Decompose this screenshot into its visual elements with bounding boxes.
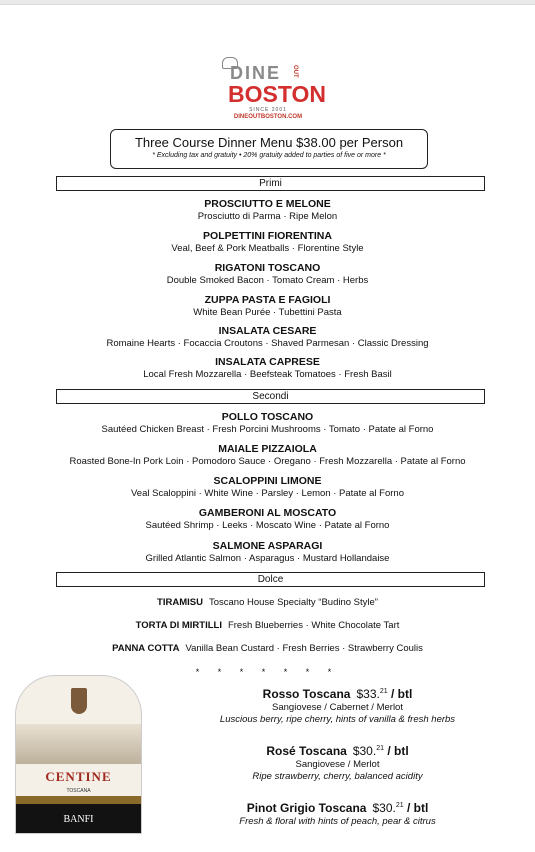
- item-desc: Sautéed Shrimp · Leeks · Moscato Wine · Patate al Forno: [145, 520, 390, 531]
- top-bar: [0, 0, 535, 5]
- wine-price: $30.21 / btl: [372, 801, 429, 815]
- item-desc: Toscano House Specialty “Budino Style”: [208, 597, 378, 608]
- menu-item: [0, 198, 535, 222]
- logo-dine: DINE: [230, 63, 282, 83]
- label-producer: BANFI: [16, 804, 141, 833]
- item-name: GAMBERONI AL MOSCATO: [198, 507, 337, 519]
- menu-item: [0, 356, 535, 380]
- logo-since: SINCE 2001: [249, 107, 287, 113]
- item-name: PANNA COTTA: [112, 643, 180, 654]
- label-band: [16, 796, 141, 804]
- wine-item: [140, 744, 535, 782]
- crest-icon: [71, 688, 87, 714]
- item-name: INSALATA CESARE: [218, 325, 317, 337]
- wine-notes: Fresh & floral with hints of peach, pear & citrus: [239, 816, 436, 827]
- item-desc: Fresh Blueberries · White Chocolate Tart: [227, 620, 400, 631]
- item-desc: Double Smoked Bacon · Tomato Cream · Herbs: [166, 275, 369, 286]
- wine-name: Rosé Toscana: [266, 744, 347, 758]
- wine-grape: Sangiovese / Cabernet / Merlot: [272, 702, 403, 713]
- wine-price: $30.21 / btl: [352, 744, 409, 758]
- menu-item: [0, 262, 535, 286]
- dessert-item: [0, 643, 535, 654]
- item-name: ZUPPA PASTA E FAGIOLI: [204, 294, 331, 306]
- wine-price: $33.21 / btl: [356, 687, 413, 701]
- logo-out: OUT: [292, 65, 298, 78]
- section-heading-primi: Primi: [56, 176, 485, 191]
- item-desc: White Bean Purée · Tubettini Pasta: [193, 307, 342, 318]
- dine-out-boston-logo: [220, 55, 326, 125]
- menu-item: [0, 411, 535, 435]
- wine-name: Pinot Grigio Toscana: [246, 801, 367, 815]
- menu-item: [0, 475, 535, 499]
- item-name: INSALATA CAPRESE: [215, 356, 320, 368]
- wine-notes: Ripe strawberry, cherry, balanced acidity: [252, 771, 423, 782]
- menu-title: Three Course Dinner Menu $38.00 per Person: [134, 135, 404, 150]
- menu-item: [0, 325, 535, 349]
- dessert-item: [0, 597, 535, 608]
- wine-grape: Sangiovese / Merlot: [295, 759, 380, 770]
- wine-label-image: [15, 675, 142, 834]
- wine-name: Rosso Toscana: [262, 687, 351, 701]
- dessert-item: [0, 620, 535, 631]
- divider-stars: * * * * * * *: [195, 667, 340, 677]
- menu-item: [0, 507, 535, 531]
- menu-item: [0, 443, 535, 467]
- item-name: TIRAMISU: [157, 597, 203, 608]
- item-name: TORTA DI MIRTILLI: [135, 620, 222, 631]
- wine-name-line: [140, 801, 535, 815]
- item-desc: Roasted Bone-In Pork Loin · Pomodoro Sauce · Oregano · Fresh Mozzarella · Patate al Forno: [69, 456, 466, 467]
- item-desc: Local Fresh Mozzarella · Beefsteak Tomatoes · Fresh Basil: [143, 369, 392, 380]
- menu-item: [0, 294, 535, 318]
- wine-item: [140, 801, 535, 827]
- item-name: POLLO TOSCANO: [221, 411, 314, 423]
- item-name: SALMONE ASPARAGI: [212, 540, 323, 552]
- item-desc: Romaine Hearts · Focaccia Croutons · Shaved Parmesan · Classic Dressing: [106, 338, 429, 349]
- label-brand: CENTINE: [45, 769, 112, 784]
- item-desc: Veal Scaloppini · White Wine · Parsley · Lemon · Patate al Forno: [131, 488, 404, 499]
- item-desc: Veal, Beef & Pork Meatballs · Florentine Style: [171, 243, 364, 254]
- section-heading-secondi: Secondi: [56, 389, 485, 404]
- item-name: SCALOPPINI LIMONE: [213, 475, 322, 487]
- wine-name-line: [140, 687, 535, 701]
- item-name: RIGATONI TOSCANO: [214, 262, 321, 274]
- label-region: TOSCANA: [66, 788, 91, 794]
- logo-url: DINEOUTBOSTON.COM: [233, 114, 303, 120]
- price-box: [110, 129, 428, 169]
- logo-boston: BOSTON: [228, 81, 326, 107]
- section-heading-dolce: Dolce: [56, 572, 485, 587]
- menu-note: * Excluding tax and gratuity • 20% gratuity added to parties of five or more *: [152, 152, 386, 159]
- wine-name-line: [140, 744, 535, 758]
- wine-item: [140, 687, 535, 725]
- village-illustration: [16, 724, 141, 764]
- menu-item: [0, 540, 535, 564]
- item-name: PROSCIUTTO E MELONE: [204, 198, 331, 210]
- item-desc: Prosciutto di Parma · Ripe Melon: [197, 211, 338, 222]
- item-name: POLPETTINI FIORENTINA: [203, 230, 332, 242]
- wine-notes: Luscious berry, ripe cherry, hints of vanilla & fresh herbs: [219, 714, 456, 725]
- item-desc: Grilled Atlantic Salmon · Asparagus · Mustard Hollandaise: [145, 553, 390, 564]
- menu-item: [0, 230, 535, 254]
- item-desc: Sautéed Chicken Breast · Fresh Porcini Mushrooms · Tomato · Patate al Forno: [101, 424, 434, 435]
- item-name: MAIALE PIZZAIOLA: [218, 443, 317, 455]
- item-desc: Vanilla Bean Custard · Fresh Berries · Strawberry Coulis: [185, 643, 423, 654]
